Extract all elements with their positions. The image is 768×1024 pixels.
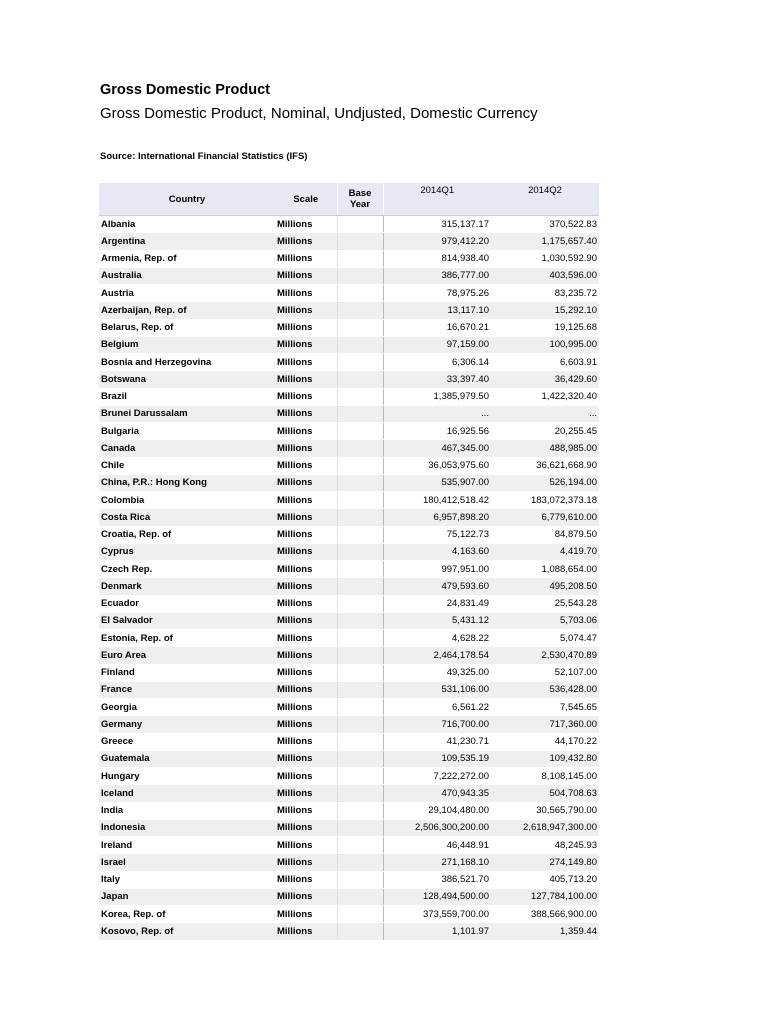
q1-value-cell: 470,943.35 [383, 785, 491, 802]
q1-value-cell: 1,385,979.50 [383, 388, 491, 405]
q1-value-cell: 46,448.91 [383, 837, 491, 854]
table-row [99, 595, 599, 612]
country-cell: Colombia [99, 492, 275, 509]
base-year-cell [337, 768, 383, 785]
scale-cell: Millions [275, 543, 337, 560]
q1-value-cell: 49,325.00 [383, 664, 491, 681]
scale-cell: Millions [275, 474, 337, 491]
table-row [99, 681, 599, 698]
table-row [99, 388, 599, 405]
base-year-cell [337, 888, 383, 905]
q2-value-cell: 83,235.72 [491, 285, 599, 302]
q1-value-cell: 479,593.60 [383, 578, 491, 595]
scale-cell: Millions [275, 854, 337, 871]
q1-value-cell: 29,104,480.00 [383, 802, 491, 819]
table-row [99, 216, 599, 233]
page-title: Gross Domestic Product [100, 82, 271, 98]
country-cell: Argentina [99, 233, 275, 250]
base-year-cell [337, 561, 383, 578]
scale-cell: Millions [275, 888, 337, 905]
scale-cell: Millions [275, 699, 337, 716]
q2-value-cell: 15,292.10 [491, 302, 599, 319]
scale-cell: Millions [275, 457, 337, 474]
scale-cell: Millions [275, 768, 337, 785]
country-cell: El Salvador [99, 612, 275, 629]
q1-value-cell: 16,670.21 [383, 319, 491, 336]
country-cell: Iceland [99, 785, 275, 802]
country-cell: Austria [99, 285, 275, 302]
q2-value-cell: 717,360.00 [491, 716, 599, 733]
column-header-2014q2: 2014Q2 [491, 183, 599, 216]
q1-value-cell: 97,159.00 [383, 336, 491, 353]
q2-value-cell: 36,429.60 [491, 371, 599, 388]
q2-value-cell: 1,088,654.00 [491, 561, 599, 578]
table-row [99, 906, 599, 923]
q2-value-cell: 44,170.22 [491, 733, 599, 750]
scale-cell: Millions [275, 526, 337, 543]
country-cell: Armenia, Rep. of [99, 250, 275, 267]
table-row [99, 664, 599, 681]
scale-cell: Millions [275, 319, 337, 336]
scale-cell: Millions [275, 371, 337, 388]
q2-value-cell: 1,175,657.40 [491, 233, 599, 250]
scale-cell: Millions [275, 630, 337, 647]
q1-value-cell: 814,938.40 [383, 250, 491, 267]
table-row [99, 561, 599, 578]
scale-cell: Millions [275, 233, 337, 250]
table-row [99, 837, 599, 854]
base-year-cell [337, 423, 383, 440]
q2-value-cell: 5,074.47 [491, 630, 599, 647]
q1-value-cell: 4,163.60 [383, 543, 491, 560]
base-year-cell [337, 802, 383, 819]
country-cell: Ecuador [99, 595, 275, 612]
country-cell: Azerbaijan, Rep. of [99, 302, 275, 319]
table-row [99, 302, 599, 319]
country-cell: Czech Rep. [99, 561, 275, 578]
country-cell: Israel [99, 854, 275, 871]
base-year-cell [337, 233, 383, 250]
table-row [99, 233, 599, 250]
base-year-cell [337, 612, 383, 629]
base-year-cell [337, 733, 383, 750]
q1-value-cell: 4,628.22 [383, 630, 491, 647]
q1-value-cell: 386,777.00 [383, 267, 491, 284]
country-cell: Kosovo, Rep. of [99, 923, 275, 940]
scale-cell: Millions [275, 871, 337, 888]
q2-value-cell: 25,543.28 [491, 595, 599, 612]
base-year-cell [337, 923, 383, 940]
scale-cell: Millions [275, 750, 337, 767]
base-year-cell [337, 388, 383, 405]
base-year-cell [337, 526, 383, 543]
base-year-cell [337, 474, 383, 491]
country-cell: Euro Area [99, 647, 275, 664]
scale-cell: Millions [275, 802, 337, 819]
country-cell: Hungary [99, 768, 275, 785]
base-year-cell [337, 871, 383, 888]
table-row [99, 474, 599, 491]
q1-value-cell: 6,306.14 [383, 354, 491, 371]
scale-cell: Millions [275, 302, 337, 319]
scale-cell: Millions [275, 354, 337, 371]
q2-value-cell: 100,995.00 [491, 336, 599, 353]
q2-value-cell: 183,072,373.18 [491, 492, 599, 509]
base-year-cell [337, 405, 383, 422]
scale-cell: Millions [275, 664, 337, 681]
column-header-2014q1: 2014Q1 [383, 183, 491, 216]
q2-value-cell: 403,596.00 [491, 267, 599, 284]
table-row [99, 630, 599, 647]
scale-cell: Millions [275, 612, 337, 629]
scale-cell: Millions [275, 405, 337, 422]
table-row [99, 250, 599, 267]
scale-cell: Millions [275, 285, 337, 302]
table-row [99, 716, 599, 733]
scale-cell: Millions [275, 923, 337, 940]
base-year-cell [337, 837, 383, 854]
base-year-cell [337, 509, 383, 526]
table-row [99, 768, 599, 785]
q1-value-cell: 24,831.49 [383, 595, 491, 612]
scale-cell: Millions [275, 216, 337, 233]
table-row [99, 285, 599, 302]
scale-cell: Millions [275, 578, 337, 595]
table-row [99, 371, 599, 388]
q2-value-cell: 370,522.83 [491, 216, 599, 233]
country-cell: France [99, 681, 275, 698]
country-cell: Brazil [99, 388, 275, 405]
base-year-cell [337, 647, 383, 664]
q1-value-cell: ... [383, 405, 491, 422]
q2-value-cell: 127,784,100.00 [491, 888, 599, 905]
country-cell: Finland [99, 664, 275, 681]
q2-value-cell: 48,245.93 [491, 837, 599, 854]
q2-value-cell: ... [491, 405, 599, 422]
country-cell: Guatemala [99, 750, 275, 767]
base-year-cell [337, 854, 383, 871]
column-header-base-year: Base Year [337, 183, 383, 216]
scale-cell: Millions [275, 647, 337, 664]
table-row [99, 578, 599, 595]
q1-value-cell: 6,561.22 [383, 699, 491, 716]
table-row [99, 854, 599, 871]
column-header-country: Country [99, 183, 275, 216]
table-row [99, 871, 599, 888]
q2-value-cell: 5,703.06 [491, 612, 599, 629]
scale-cell: Millions [275, 509, 337, 526]
scale-cell: Millions [275, 423, 337, 440]
country-cell: Belgium [99, 336, 275, 353]
country-cell: China, P.R.: Hong Kong [99, 474, 275, 491]
q2-value-cell: 504,708.63 [491, 785, 599, 802]
table-row [99, 543, 599, 560]
country-cell: Japan [99, 888, 275, 905]
base-year-cell [337, 285, 383, 302]
base-year-cell [337, 595, 383, 612]
q1-value-cell: 6,957,898.20 [383, 509, 491, 526]
q1-value-cell: 531,106.00 [383, 681, 491, 698]
q1-value-cell: 180,412,518.42 [383, 492, 491, 509]
country-cell: Italy [99, 871, 275, 888]
table-row [99, 509, 599, 526]
scale-cell: Millions [275, 733, 337, 750]
base-year-cell [337, 681, 383, 698]
scale-cell: Millions [275, 492, 337, 509]
scale-cell: Millions [275, 561, 337, 578]
country-cell: Albania [99, 216, 275, 233]
table-row [99, 802, 599, 819]
country-cell: Ireland [99, 837, 275, 854]
table-row [99, 819, 599, 836]
base-year-cell [337, 630, 383, 647]
table-row [99, 699, 599, 716]
q2-value-cell: 109,432.80 [491, 750, 599, 767]
scale-cell: Millions [275, 681, 337, 698]
q1-value-cell: 535,907.00 [383, 474, 491, 491]
base-year-cell [337, 336, 383, 353]
q1-value-cell: 16,925.56 [383, 423, 491, 440]
base-year-cell [337, 492, 383, 509]
q1-value-cell: 5,431.12 [383, 612, 491, 629]
q1-value-cell: 373,559,700.00 [383, 906, 491, 923]
country-cell: Belarus, Rep. of [99, 319, 275, 336]
q2-value-cell: 8,108,145.00 [491, 768, 599, 785]
q1-value-cell: 1,101.97 [383, 923, 491, 940]
q2-value-cell: 2,530,470.89 [491, 647, 599, 664]
table-row [99, 923, 599, 940]
q2-value-cell: 526,194.00 [491, 474, 599, 491]
country-cell: India [99, 802, 275, 819]
q2-value-cell: 19,125.68 [491, 319, 599, 336]
table-row [99, 733, 599, 750]
scale-cell: Millions [275, 388, 337, 405]
table-row [99, 267, 599, 284]
q2-value-cell: 495,208.50 [491, 578, 599, 595]
base-year-cell [337, 250, 383, 267]
country-cell: Georgia [99, 699, 275, 716]
country-cell: Bosnia and Herzegovina [99, 354, 275, 371]
base-year-cell [337, 578, 383, 595]
q1-value-cell: 41,230.71 [383, 733, 491, 750]
table-row [99, 647, 599, 664]
country-cell: Chile [99, 457, 275, 474]
q2-value-cell: 6,779,610.00 [491, 509, 599, 526]
scale-cell: Millions [275, 837, 337, 854]
q1-value-cell: 75,122.73 [383, 526, 491, 543]
base-year-cell [337, 302, 383, 319]
q1-value-cell: 7,222,272.00 [383, 768, 491, 785]
q1-value-cell: 997,951.00 [383, 561, 491, 578]
scale-cell: Millions [275, 819, 337, 836]
base-year-cell [337, 664, 383, 681]
base-year-cell [337, 716, 383, 733]
table-row [99, 457, 599, 474]
q2-value-cell: 2,618,947,300.00 [491, 819, 599, 836]
table-row [99, 492, 599, 509]
country-cell: Indonesia [99, 819, 275, 836]
scale-cell: Millions [275, 267, 337, 284]
table-row [99, 888, 599, 905]
scale-cell: Millions [275, 906, 337, 923]
q2-value-cell: 30,565,790.00 [491, 802, 599, 819]
table-header [99, 183, 599, 216]
country-cell: Australia [99, 267, 275, 284]
q1-value-cell: 2,464,178.54 [383, 647, 491, 664]
q1-value-cell: 979,412.20 [383, 233, 491, 250]
scale-cell: Millions [275, 785, 337, 802]
q2-value-cell: 36,621,668.90 [491, 457, 599, 474]
q1-value-cell: 78,975.26 [383, 285, 491, 302]
table-row [99, 354, 599, 371]
column-header-scale: Scale [275, 183, 337, 216]
country-cell: Cyprus [99, 543, 275, 560]
q1-value-cell: 467,345.00 [383, 440, 491, 457]
country-cell: Estonia, Rep. of [99, 630, 275, 647]
base-year-cell [337, 906, 383, 923]
scale-cell: Millions [275, 716, 337, 733]
base-year-cell [337, 543, 383, 560]
q1-value-cell: 315,137.17 [383, 216, 491, 233]
base-year-cell [337, 267, 383, 284]
table-body [99, 216, 599, 941]
q1-value-cell: 386,521.70 [383, 871, 491, 888]
q2-value-cell: 488,985.00 [491, 440, 599, 457]
q1-value-cell: 33,397.40 [383, 371, 491, 388]
q2-value-cell: 7,545.65 [491, 699, 599, 716]
q1-value-cell: 13,117.10 [383, 302, 491, 319]
q1-value-cell: 109,535.19 [383, 750, 491, 767]
country-cell: Botswana [99, 371, 275, 388]
gdp-table [99, 183, 599, 941]
table-row [99, 319, 599, 336]
scale-cell: Millions [275, 440, 337, 457]
scale-cell: Millions [275, 595, 337, 612]
scale-cell: Millions [275, 336, 337, 353]
page-subtitle: Gross Domestic Product, Nominal, Undjusted, Domestic Currency [100, 105, 538, 122]
q2-value-cell: 52,107.00 [491, 664, 599, 681]
base-year-cell [337, 319, 383, 336]
country-cell: Denmark [99, 578, 275, 595]
base-year-cell [337, 699, 383, 716]
q2-value-cell: 84,879.50 [491, 526, 599, 543]
q2-value-cell: 274,149.80 [491, 854, 599, 871]
q1-value-cell: 36,053,975.60 [383, 457, 491, 474]
q2-value-cell: 405,713.20 [491, 871, 599, 888]
scale-cell: Millions [275, 250, 337, 267]
q2-value-cell: 1,359.44 [491, 923, 599, 940]
base-year-cell [337, 371, 383, 388]
table-row [99, 612, 599, 629]
q1-value-cell: 2,506,300,200.00 [383, 819, 491, 836]
base-year-cell [337, 440, 383, 457]
q2-value-cell: 4,419.70 [491, 543, 599, 560]
table-row [99, 336, 599, 353]
q2-value-cell: 6,603.91 [491, 354, 599, 371]
table-row [99, 440, 599, 457]
source-note: Source: International Financial Statistics (IFS) [100, 151, 308, 162]
table-row [99, 750, 599, 767]
q2-value-cell: 388,566,900.00 [491, 906, 599, 923]
base-year-cell [337, 785, 383, 802]
q2-value-cell: 1,422,320.40 [491, 388, 599, 405]
q2-value-cell: 20,255.45 [491, 423, 599, 440]
q1-value-cell: 128,494,500.00 [383, 888, 491, 905]
country-cell: Croatia, Rep. of [99, 526, 275, 543]
q1-value-cell: 716,700.00 [383, 716, 491, 733]
base-year-cell [337, 819, 383, 836]
base-year-cell [337, 750, 383, 767]
base-year-cell [337, 354, 383, 371]
country-cell: Germany [99, 716, 275, 733]
base-year-cell [337, 216, 383, 233]
q2-value-cell: 1,030,592.90 [491, 250, 599, 267]
country-cell: Greece [99, 733, 275, 750]
table-row [99, 526, 599, 543]
country-cell: Brunei Darussalam [99, 405, 275, 422]
country-cell: Canada [99, 440, 275, 457]
q1-value-cell: 271,168.10 [383, 854, 491, 871]
table-row [99, 405, 599, 422]
q2-value-cell: 536,428.00 [491, 681, 599, 698]
table-row [99, 785, 599, 802]
base-year-cell [337, 457, 383, 474]
country-cell: Korea, Rep. of [99, 906, 275, 923]
country-cell: Bulgaria [99, 423, 275, 440]
country-cell: Costa Rica [99, 509, 275, 526]
table-row [99, 423, 599, 440]
